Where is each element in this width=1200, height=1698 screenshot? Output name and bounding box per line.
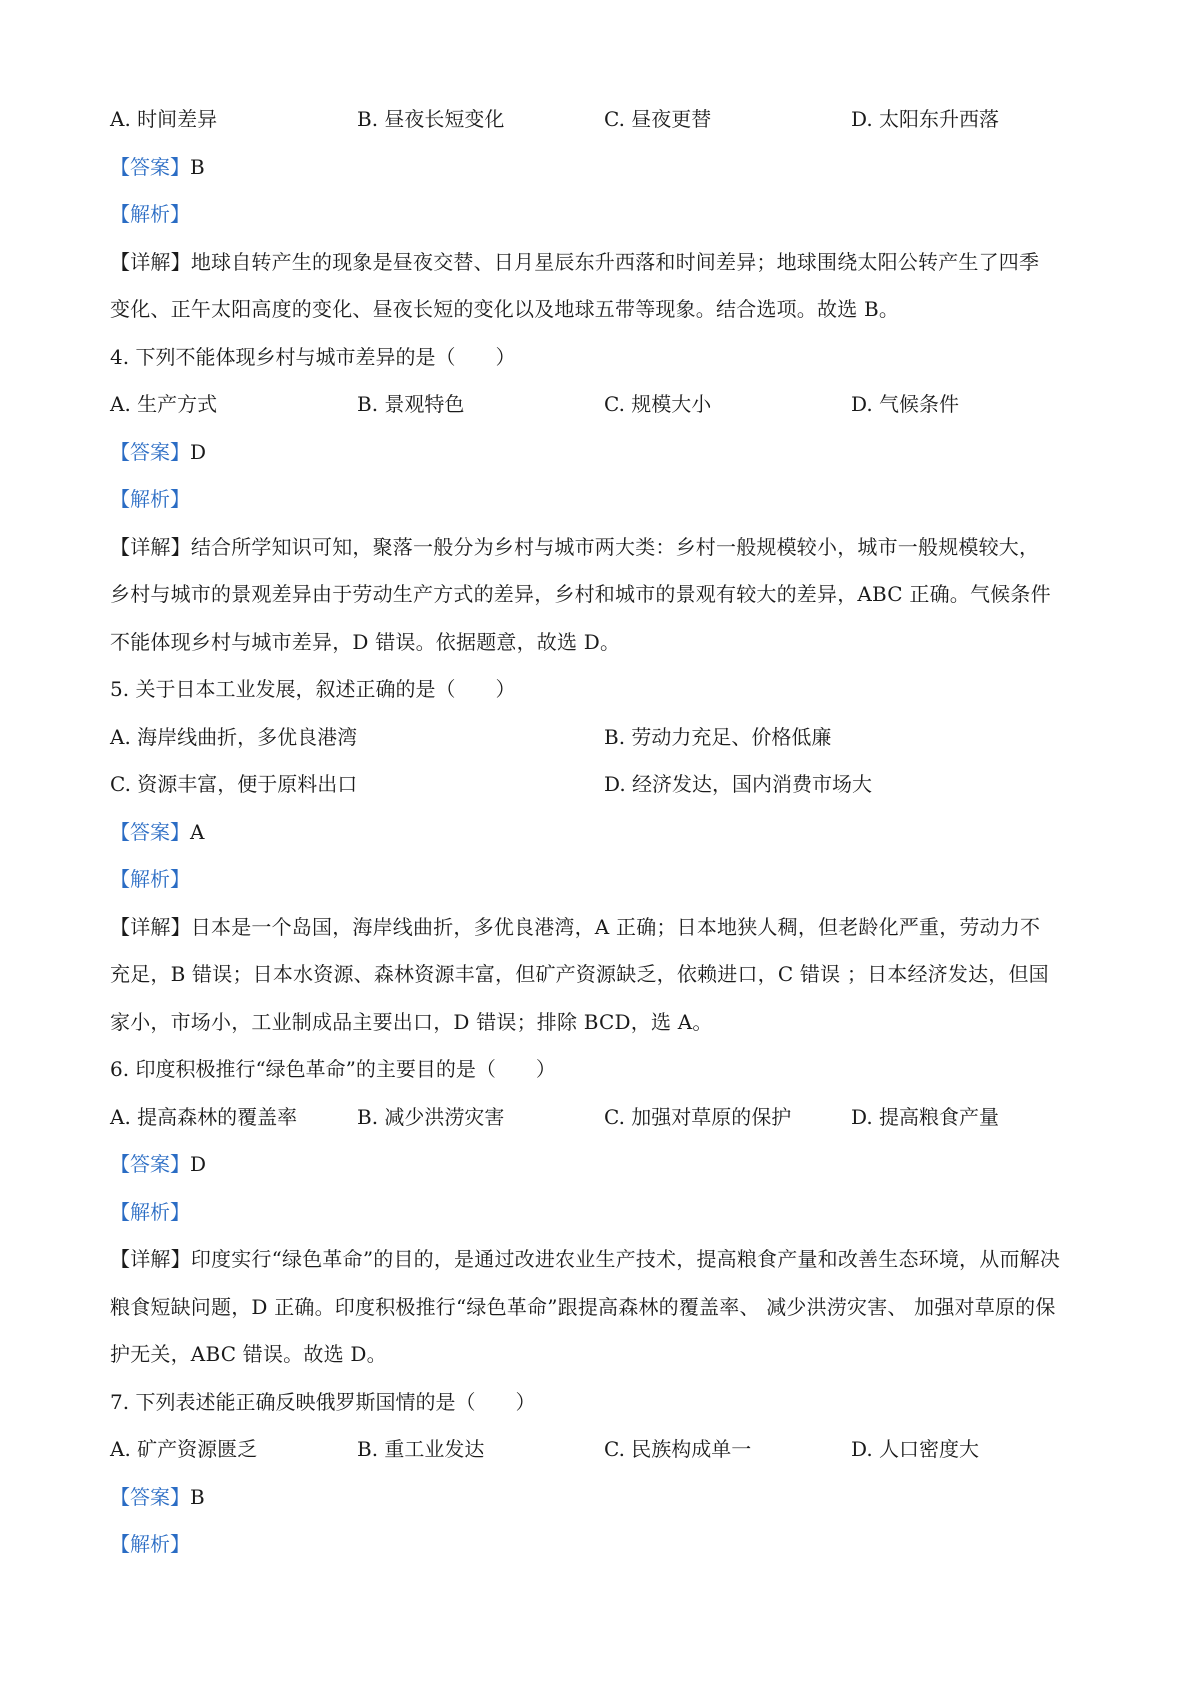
answer-value: D [190,439,207,464]
detail-text: 日本是一个岛国，海岸线曲折，多优良港湾，A 正确；日本地狭人稠，但老龄化严重，劳动力不 [190,914,1041,939]
q3-option-b: B. 昼夜长短变化 [357,107,505,131]
q5-options-row-2 [110,761,1100,809]
answer-value: A [190,819,205,844]
detail-tag: 【详解】 [110,914,191,939]
q7-option-b: B. 重工业发达 [357,1437,485,1461]
q5-analysis [110,856,1100,904]
answer-value: B [190,1484,205,1509]
answer-tag: 【答案】 [110,439,190,464]
q3-option-d: D. 太阳东升西落 [851,107,1000,131]
q6-option-c: C. 加强对草原的保护 [604,1104,792,1129]
q4-answer [110,429,1100,477]
answer-tag: 【答案】 [110,819,190,844]
q7-option-d: D. 人口密度大 [851,1437,980,1461]
q5-detail-line-2: 充足，B 错误；日本水资源、森林资源丰富，但矿产资源缺乏，依赖进口，C 错误 ；日本经济发达，但国 [110,962,1049,986]
q3-analysis [110,191,1100,239]
analysis-tag: 【解析】 [110,202,190,226]
detail-tag: 【详解】 [110,249,191,274]
q4-question: 4. 下列不能体现乡村与城市差异的是（ ） [110,344,516,369]
q5-option-d: D. 经济发达，国内消费市场大 [604,772,873,796]
analysis-tag: 【解析】 [110,1199,190,1224]
q4-detail-line-3: 不能体现乡村与城市差异，D 错误。依据题意，故选 D。 [110,629,621,654]
detail-text: 结合所学知识可知，聚落一般分为乡村与城市两大类：乡村一般规模较小，城市一般规模较大， [190,534,1040,559]
q7-option-c: C. 民族构成单一 [604,1437,752,1461]
analysis-tag: 【解析】 [110,487,190,511]
q7-options [110,1426,1100,1474]
document-page [110,96,1100,1569]
answer-tag: 【答案】 [110,154,190,179]
q3-detail-line-1 [110,239,1100,287]
q6-detail-line-3: 护无关，ABC 错误。故选 D。 [110,1342,387,1366]
q5-answer [110,809,1100,857]
q7-option-a: A. 矿产资源匮乏 [110,1437,258,1461]
q7-analysis [110,1521,1100,1569]
q4-options [110,381,1100,429]
q5-detail-line-3: 家小，市场小，工业制成品主要出口，D 错误；排除 BCD，选 A。 [110,1009,713,1034]
q4-detail-line-1 [110,524,1100,572]
q6-options [110,1094,1100,1142]
answer-value: D [190,1152,207,1176]
q3-option-c: C. 昼夜更替 [604,107,712,131]
detail-tag: 【详解】 [110,1247,191,1271]
q4-detail-line-2: 乡村与城市的景观差异由于劳动生产方式的差异，乡村和城市的景观有较大的差异，ABC 正确。气候条件 [110,582,1051,606]
q4-option-d: D. 气候条件 [851,392,960,416]
q3-answer [110,144,1100,192]
q4-option-a: A. 生产方式 [110,392,218,416]
q5-option-a: A. 海岸线曲折，多优良港湾 [110,724,358,749]
q6-detail-line-1 [110,1236,1100,1284]
analysis-tag: 【解析】 [110,867,190,891]
answer-tag: 【答案】 [110,1152,190,1176]
analysis-tag: 【解析】 [110,1532,190,1556]
detail-tag: 【详解】 [110,534,191,559]
q3-option-a: A. 时间差异 [110,107,218,131]
q3-options [110,96,1100,144]
q5-options-row-1 [110,714,1100,762]
q6-question: 6. 印度积极推行“绿色革命”的主要目的是（ ） [110,1057,556,1081]
q5-detail-line-1 [110,904,1100,952]
q6-option-b: B. 减少洪涝灾害 [357,1104,505,1129]
detail-text: 地球自转产生的现象是昼夜交替、日月星辰东升西落和时间差异；地球围绕太阳公转产生了四季 [190,249,1040,274]
q5-option-b: B. 劳动力充足、价格低廉 [604,724,832,749]
q4-analysis [110,476,1100,524]
q5-option-c: C. 资源丰富，便于原料出口 [110,772,358,796]
q4-option-b: B. 景观特色 [357,392,465,416]
answer-value: B [190,154,205,179]
q6-option-d: D. 提高粮食产量 [851,1104,1000,1129]
q7-answer [110,1474,1100,1522]
q6-option-a: A. 提高森林的覆盖率 [110,1104,298,1129]
q4-option-c: C. 规模大小 [604,392,712,416]
q6-answer [110,1141,1100,1189]
answer-tag: 【答案】 [110,1484,190,1509]
q5-question: 5. 关于日本工业发展，叙述正确的是（ ） [110,677,516,701]
q3-detail-line-2: 变化、正午太阳高度的变化、昼夜长短的变化以及地球五带等现象。结合选项。故选 B。 [110,297,900,321]
q6-detail-line-2: 粮食短缺问题，D 正确。印度积极推行“绿色革命”跟提高森林的覆盖率、 减少洪涝灾害、 加强对草原的保 [110,1294,1056,1319]
q6-analysis [110,1189,1100,1237]
detail-text: 印度实行“绿色革命”的目的，是通过改进农业生产技术，提高粮食产量和改善生态环境，从而解决 [190,1247,1061,1271]
q7-question: 7. 下列表述能正确反映俄罗斯国情的是（ ） [110,1389,536,1414]
